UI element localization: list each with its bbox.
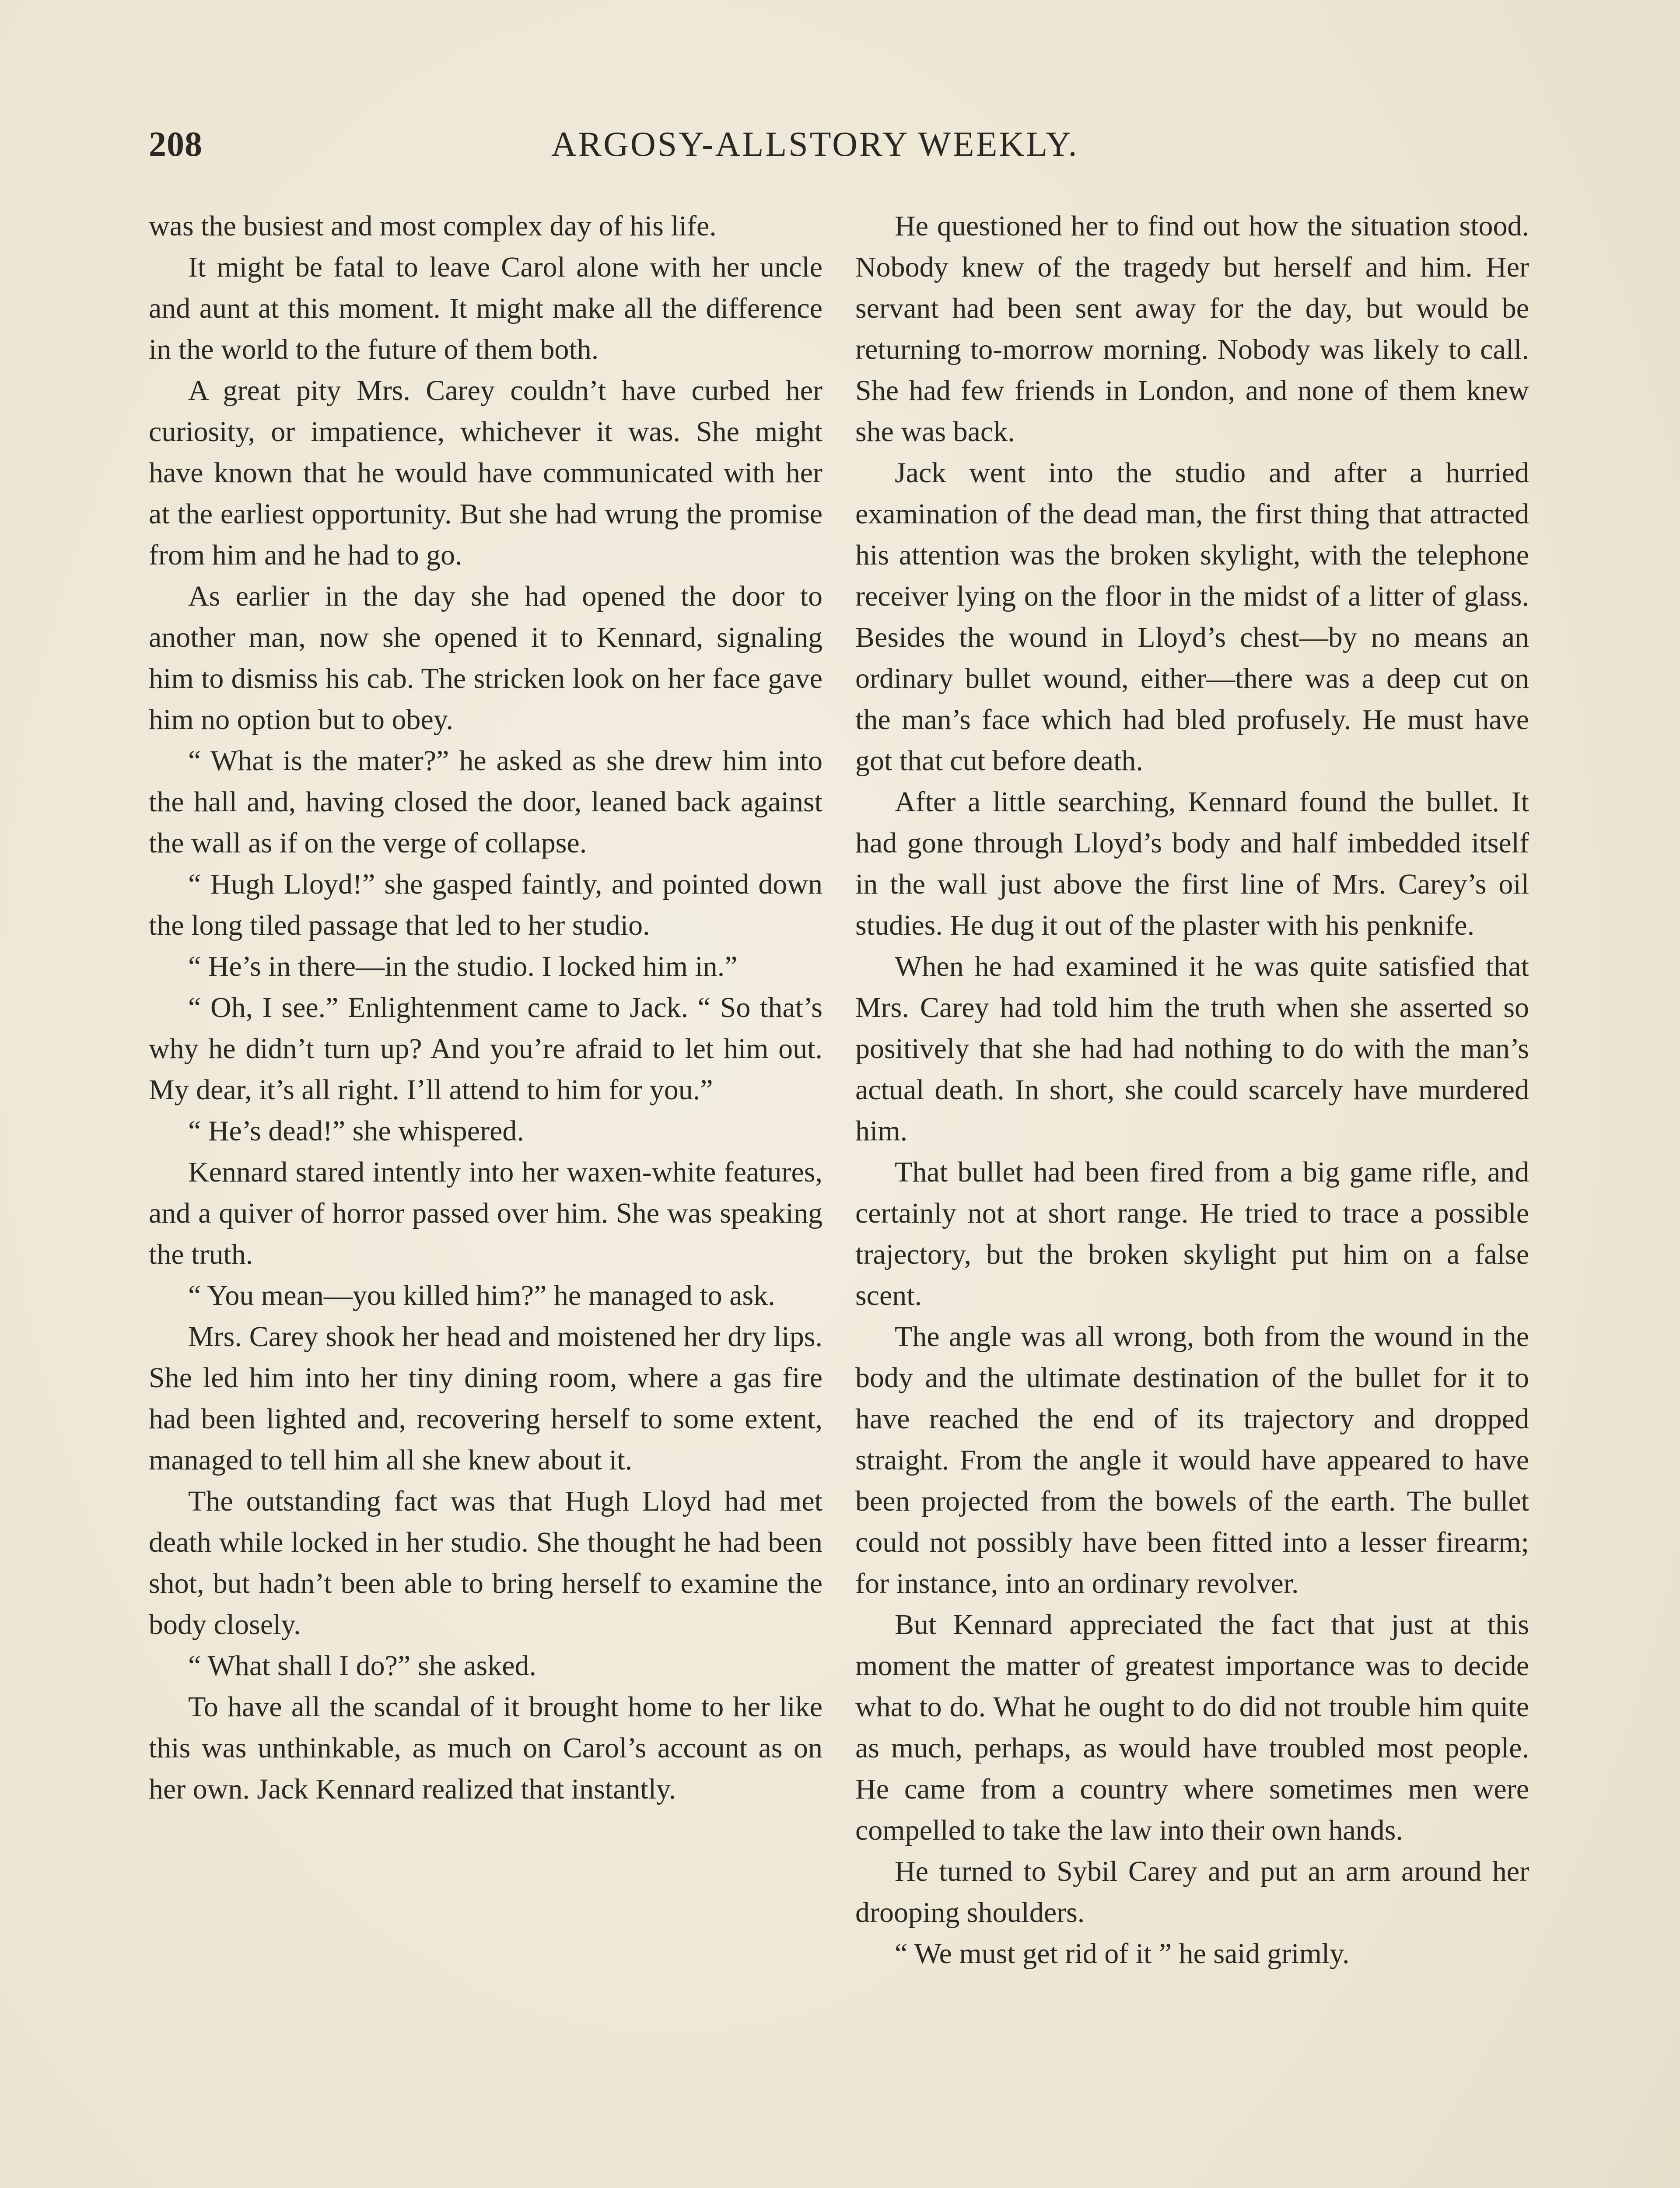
paragraph: It might be fatal to leave Carol alone with her uncle and aunt at this moment. It might make all the difference in the world to the future of them both.: [149, 251, 822, 365]
right-column: [855, 206, 1529, 1974]
paragraph: “ We must get rid of it ” he said grimly.: [895, 1938, 1350, 1970]
paragraph: “ Hugh Lloyd!” she gasped faintly, and pointed down the long tiled passage that led to her studio.: [149, 868, 822, 941]
paragraph: “ You mean—you killed him?” he managed to ask.: [188, 1280, 775, 1311]
paragraph: The angle was all wrong, both from the wound in the body and the ultimate destination of the bullet for it to have reached the end of its trajectory and dropped straight. From the angle it would have appeared to have been projected from the bowels of the earth. The bullet could not possibly have been fitted into a lesser firearm; for instance, into an ordinary revolver.: [855, 1321, 1529, 1599]
paragraph: He turned to Sybil Carey and put an arm around her drooping shoulders.: [855, 1855, 1529, 1929]
paragraph: Kennard stared intently into her waxen-white features, and a quiver of horror passed over him. She was speaking the truth.: [149, 1156, 822, 1270]
paragraph: “ What shall I do?” she asked.: [188, 1650, 536, 1682]
running-head: ARGOSY-ALLSTORY WEEKLY.: [551, 125, 1079, 164]
paragraph: That bullet had been fired from a big game rifle, and certainly not at short range. He tried to trace a possible trajectory, but the broken skylight put him on a false scent.: [855, 1156, 1529, 1311]
paragraph: Jack went into the studio and after a hurried examination of the dead man, the first thing that attracted his attention was the broken skylight, with the telephone receiver lying on the floor in the midst of a litter of glass. Besides the wound in Lloyd’s chest—by no means an ordinary bullet wound, either—there was a deep cut on the man’s face which had bled profusely. He must have got that cut before death.: [855, 457, 1529, 777]
paragraph: “ He’s in there—in the studio. I locked him in.”: [188, 950, 738, 982]
paragraph: When he had examined it he was quite satisfied that Mrs. Carey had told him the truth when she asserted so positively that she had had nothing to do with the man’s actual death. In short, she could scarcely have murdered him.: [855, 950, 1529, 1147]
paragraph: The outstanding fact was that Hugh Lloyd had met death while locked in her studio. She thought he had been shot, but hadn’t been able to bring herself to examine the body closely.: [149, 1485, 822, 1641]
paragraph: “ What is the mater?” he asked as she drew him into the hall and, having closed the door, leaned back against the wall as if on the verge of collapse.: [149, 745, 822, 859]
paragraph: But Kennard appreciated the fact that just at this moment the matter of greatest importance was to decide what to do. What he ought to do did not trouble him quite as much, perhaps, as would have troubled most people. He came from a country where sometimes men were compelled to take the law into their own hands.: [855, 1609, 1529, 1846]
paragraph: To have all the scandal of it brought home to her like this was unthinkable, as much on Carol’s account as on her own. Jack Kennard realized that instantly.: [149, 1691, 822, 1805]
paragraph: Mrs. Carey shook her head and moistened her dry lips. She led him into her tiny dining room, where a gas fire had been lighted and, recovering herself to some extent, managed to tell him all she knew about it.: [149, 1321, 822, 1476]
paragraph: “ He’s dead!” she whispered.: [188, 1115, 524, 1147]
paragraph: “ Oh, I see.” Enlightenment came to Jack. “ So that’s why he didn’t turn up? And you’re afraid to let him out. My dear, it’s all right. I’ll attend to him for you.”: [149, 992, 822, 1106]
paragraph: was the busiest and most complex day of his life.: [149, 210, 717, 242]
left-column: [149, 206, 822, 1810]
paragraph: He questioned her to find out how the situation stood. Nobody knew of the tragedy but herself and him. Her servant had been sent away for the day, but would be returning to-morrow morning. Nobody was likely to call. She had few friends in London, and none of them knew she was back.: [855, 210, 1529, 448]
paragraph: A great pity Mrs. Carey couldn’t have curbed her curiosity, or impatience, whichever it was. She might have known that he would have communicated with her at the earliest opportunity. But she had wrung the promise from him and he had to go.: [149, 375, 822, 571]
paragraph: After a little searching, Kennard found the bullet. It had gone through Lloyd’s body and half imbedded itself in the wall just above the first line of Mrs. Carey’s oil studies. He dug it out of the plaster with his penknife.: [855, 786, 1529, 941]
page-number: 208: [149, 125, 203, 164]
paragraph: As earlier in the day she had opened the door to another man, now she opened it to Kennard, signaling him to dismiss his cab. The stricken look on her face gave him no option but to obey.: [149, 580, 822, 736]
